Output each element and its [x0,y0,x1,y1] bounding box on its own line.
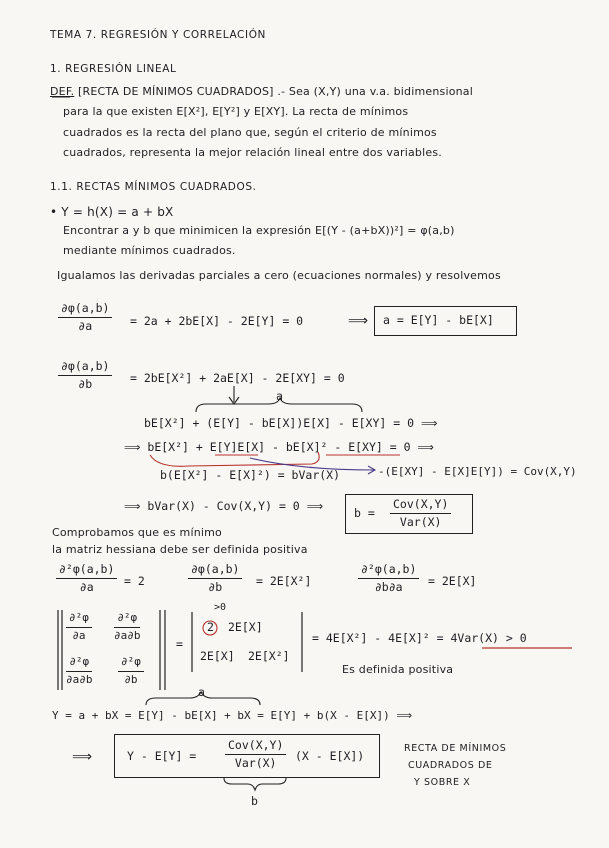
check-minimum-line-1: Comprobamos que es mínimo [52,526,222,539]
matrix-entry-12-den: ∂a∂b [114,628,141,642]
matrix-entry-21-num: ∂²φ [66,656,92,672]
page-title: TEMA 7. REGRESIÓN Y CORRELACIÓN [50,29,267,41]
implies-arrow-a: ⟹ [348,313,369,329]
substitution-label-a-2: a [198,685,205,699]
hessian-aa-denominator: ∂a [79,580,94,595]
boxed-b-result [345,494,473,534]
derivative-a-numerator: ∂φ(a,b) [58,302,112,318]
positive-definite-note: Es definida positiva [342,663,454,676]
definition-line-4: cuadrados, representa la mejor relación lineal entre dos variables. [63,146,442,159]
definition-line-2: para la que existen E[X²], E[Y²] y E[XY]. La recta de mínimos [63,105,409,118]
definition-line-1 [50,86,473,97]
derivative-b-denominator: ∂b [78,377,93,392]
derivative-b-fraction [58,360,112,391]
hessian-aa-numerator: ∂²φ(a,b) [56,563,117,579]
derivation-step-3-right: -(E[XY] - E[X]E[Y]) = Cov(X,Y) [378,465,577,478]
derivative-a-fraction [58,302,112,333]
matrix-entry-22-den: ∂b [124,672,138,686]
regression-label-line-2: CUADRADOS DE [408,760,493,771]
b-numerator: Cov(X,Y) [390,498,451,514]
hessian-bb-denominator: ∂b [208,580,223,595]
regression-label-line-3: Y SOBRE X [414,777,471,788]
objective-line-2: mediante mínimos cuadrados. [63,244,236,257]
check-minimum-line-2: la matriz hessiana debe ser definida positiva [52,543,308,556]
final-implies-arrow: ⟹ [72,749,93,765]
a-formula: a = E[Y] - bE[X] [383,313,494,327]
hessian-ab-numerator: ∂²φ(a,b) [358,563,419,579]
section-heading-1-1: 1.1. RECTAS MÍNIMOS CUADRADOS. [50,181,257,193]
derivation-step-1: bE[X²] + (E[Y] - bE[X])E[X] - E[XY] = 0 ⟹ [144,416,438,430]
derivative-a-rhs: = 2a + 2bE[X] - 2E[Y] = 0 [130,314,304,328]
matrix-entry-22-num: ∂²φ [118,656,144,672]
hessian-aa-value: = 2 [124,574,145,588]
boxed-regression-line [114,734,380,778]
derivation-step-2: ⟹ bE[X²] + E[Y]E[X] - bE[X]² - E[XY] = 0 ⟹ [124,440,434,454]
hessian-aa-fraction [56,563,117,594]
regression-lhs: Y - E[Y] = [127,749,197,763]
derivative-b-numerator: ∂φ(a,b) [58,360,112,376]
definition-label: DEF. [50,85,75,98]
derivation-step-4: ⟹ bVar(X) - Cov(X,Y) = 0 ⟹ [124,499,324,513]
hessian-ab-value: = 2E[X] [428,574,477,588]
matrix-cell-21: 2E[X] [200,649,235,663]
matrix-cell-11: 2 [207,620,214,634]
down-arrow [229,386,239,404]
regression-slope-denominator: Var(X) [234,756,277,771]
hessian-ab-denominator: ∂b∂a [374,580,403,595]
derivation-step-3-left: b(E[X²] - E[X]²) = bVar(X) [160,468,341,482]
definition-line-3: cuadrados es la recta del plano que, según el criterio de mínimos [63,126,437,139]
objective-line-1: Encontrar a y b que minimicen la expresión E[(Y - (a+bX))²] = φ(a,b) [63,224,455,237]
red-link-curve [150,452,319,466]
brace-b-final [224,778,286,790]
hessian-ab-fraction [358,563,419,594]
matrix-entry-21-den: ∂a∂b [66,672,93,686]
substitution-label-a: a [276,389,283,403]
normal-equations-intro: Igualamos las derivadas parciales a cero (ecuaciones normales) y resolvemos [57,269,501,282]
substitution-label-b: b [251,794,258,808]
section-heading-1: 1. REGRESIÓN LINEAL [50,63,177,75]
boxed-a-result [374,306,517,336]
hessian-bb-numerator: ∂φ(a,b) [188,563,242,579]
final-derivation-line: Y = a + bX = E[Y] - bE[X] + bX = E[Y] + b(X - E[X]) ⟹ [52,709,413,722]
matrix-equals: = [176,637,183,651]
b-denominator: Var(X) [399,515,442,530]
definition-text-1: [RECTA DE MÍNIMOS CUADRADOS] .- Sea (X,Y) una v.a. bidimensional [77,85,474,98]
matrix-entry-12 [114,612,141,642]
matrix-entry-11 [66,612,92,642]
matrix-entry-11-den: ∂a [72,628,86,642]
regression-slope-numerator: Cov(X,Y) [225,739,286,755]
regression-rhs: (X - E[X]) [295,749,365,763]
b-lhs: b = [354,506,375,520]
determinant-result: = 4E[X²] - 4E[X]² = 4Var(X) > 0 [312,631,527,645]
regression-label-line-1: RECTA DE MÍNIMOS [404,743,507,754]
matrix-entry-12-num: ∂²φ [114,612,140,628]
greater-than-zero-note: >0 [214,602,227,613]
hessian-bb-fraction [188,563,242,594]
matrix-entry-11-num: ∂²φ [66,612,92,628]
matrix-entry-21 [66,656,93,686]
hessian-bb-value: = 2E[X²] [256,574,312,588]
regression-slope-fraction [225,739,286,770]
matrix-cell-12: 2E[X] [228,620,263,634]
b-fraction [390,498,451,529]
matrix-entry-22 [118,656,144,686]
matrix-cell-22: 2E[X²] [248,649,290,663]
model-equation: • Y = h(X) = a + bX [50,205,174,219]
derivative-a-denominator: ∂a [78,319,93,334]
derivative-b-rhs: = 2bE[X²] + 2aE[X] - 2E[XY] = 0 [130,371,345,385]
